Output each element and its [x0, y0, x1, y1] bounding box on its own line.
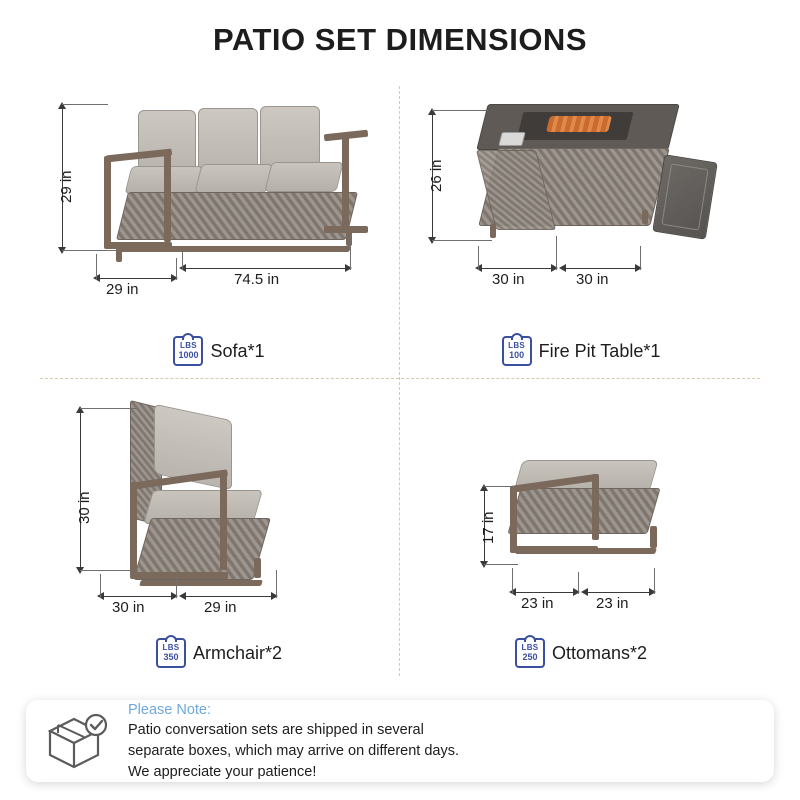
ottoman-caption [400, 638, 762, 668]
package-check-icon [44, 711, 114, 771]
badge-value: 250 [522, 652, 538, 662]
badge-unit: LBS [180, 341, 197, 350]
armchair-depth-label: 30 in [112, 599, 145, 616]
ottoman-depth-line [512, 592, 578, 593]
sofa-height-label: 29 in [58, 170, 75, 203]
armchair-label: Armchair*2 [192, 642, 283, 663]
product-cell-sofa [38, 78, 400, 378]
badge-value: 100 [509, 350, 525, 360]
arrow-left-icon [179, 592, 186, 600]
armchair-weight-badge [156, 638, 186, 668]
armchair-caption [38, 638, 400, 668]
ottoman-depth-label: 23 in [521, 595, 554, 612]
badge-value: 1000 [178, 350, 199, 360]
sofa-width-line [182, 268, 350, 269]
arrow-left-icon [559, 264, 566, 272]
sofa-label: Sofa*1 [210, 340, 265, 361]
sofa-depth-line [96, 278, 176, 279]
note-line-1: Patio conversation sets are shipped in several [128, 722, 424, 739]
armchair-illustration [104, 398, 334, 608]
shipping-note [26, 700, 774, 782]
page-title: PATIO SET DIMENSIONS [213, 22, 587, 57]
product-cell-firepit [400, 78, 762, 378]
ottoman-illustration [510, 460, 710, 590]
badge-value: 350 [163, 652, 179, 662]
ottoman-label: Ottomans*2 [551, 642, 648, 663]
ottoman-width-line [584, 592, 654, 593]
armchair-depth-line [100, 596, 176, 597]
ottoman-width-label: 23 in [596, 595, 629, 612]
badge-handle-icon [165, 635, 177, 642]
armchair-width-label: 29 in [204, 599, 237, 616]
sofa-caption [38, 336, 400, 366]
note-line-2: separate boxes, which may arrive on different days. [128, 743, 459, 759]
ottoman-weight-badge [515, 638, 545, 668]
product-grid [38, 78, 762, 678]
sofa-width-label: 74.5 in [234, 271, 280, 288]
shipping-note-text [128, 700, 459, 782]
armchair-height-line [80, 408, 81, 570]
armchair-height-label: 30 in [76, 491, 93, 524]
firepit-illustration [462, 92, 722, 292]
note-label: Please Note: [128, 701, 212, 718]
sofa-illustration [80, 96, 380, 296]
firepit-depth-line [478, 268, 556, 269]
product-cell-ottoman [400, 378, 762, 678]
note-line-3: We appreciate your patience! [128, 763, 317, 780]
firepit-depth-label: 30 in [492, 271, 525, 288]
firepit-label: Fire Pit Table*1 [538, 340, 661, 361]
badge-handle-icon [182, 333, 194, 340]
product-cell-armchair [38, 378, 400, 678]
sofa-depth-label: 29 in [106, 281, 139, 298]
firepit-height-label: 26 in [428, 159, 445, 192]
badge-unit: LBS [508, 341, 526, 350]
sofa-weight-badge [173, 336, 203, 366]
badge-unit: LBS [162, 643, 180, 652]
firepit-width-label: 30 in [576, 271, 609, 288]
firepit-weight-badge [502, 336, 532, 366]
arrow-left-icon [581, 588, 588, 596]
badge-handle-icon [524, 635, 536, 642]
firepit-width-line [562, 268, 640, 269]
ottoman-height-label: 17 in [480, 511, 497, 544]
firepit-caption [400, 336, 762, 366]
badge-unit: LBS [521, 643, 539, 652]
armchair-width-line [182, 596, 276, 597]
badge-handle-icon [511, 333, 523, 340]
